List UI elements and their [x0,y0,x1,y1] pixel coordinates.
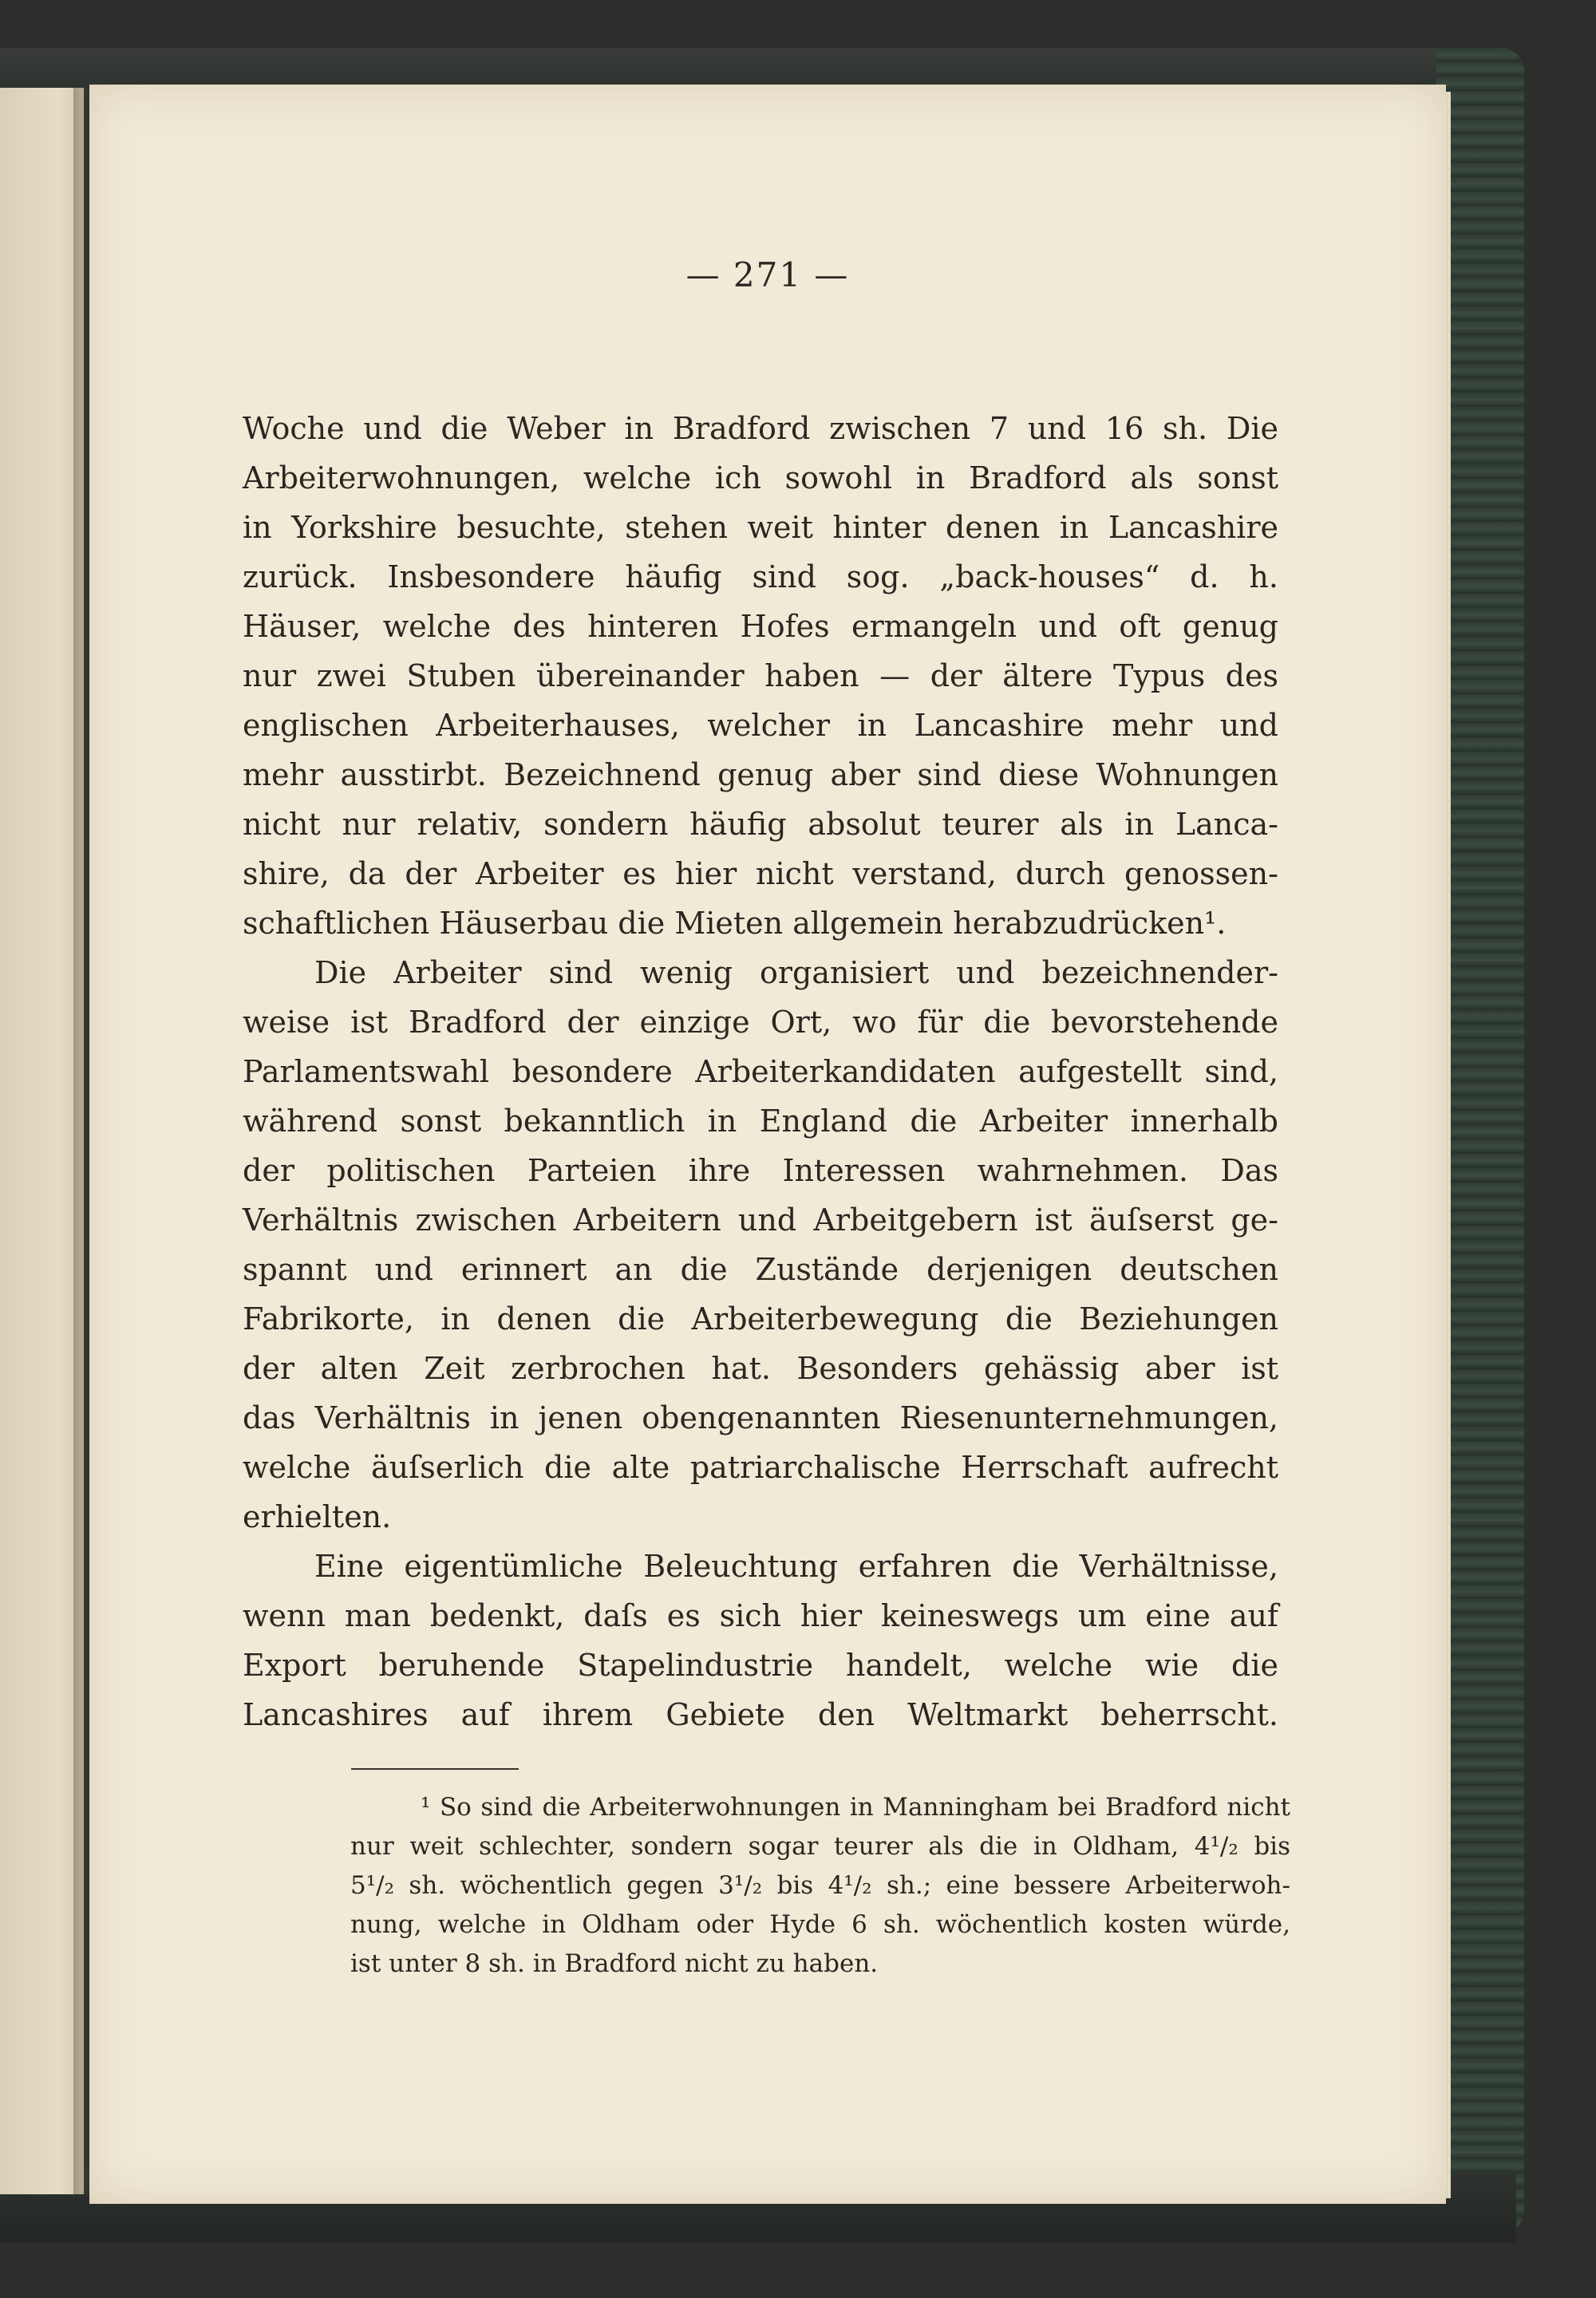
text-line: schaftlichen Häuserbau die Mieten allgemein herabzudrücken¹. [243,906,1227,941]
text-line: welche äuſserlich die alte patriarchalische Herrschaft aufrecht [243,1450,1278,1485]
text-line: mehr ausstirbt. Bezeichnend genug aber sind diese Wohnungen [243,757,1278,792]
text-line: das Verhältnis in jenen obengenannten Riesenunternehmungen, [243,1400,1278,1435]
text-line: englischen Arbeiterhauses, welcher in Lancashire mehr und [243,708,1278,743]
text-line: in Yorkshire besuchte, stehen weit hinter denen in Lancashire [243,510,1278,545]
text-line: wenn man bedenkt, daſs es sich hier keineswegs um eine auf [243,1598,1278,1633]
footnote-line: nur weit schlechter, sondern sogar teurer als die in Oldham, 4¹/₂ bis [350,1832,1290,1861]
text-line: Fabrikorte, in denen die Arbeiterbewegung die Beziehungen [243,1301,1278,1337]
text-line: Die Arbeiter sind wenig organisiert und bezeichnender- [314,955,1278,990]
main-text [243,404,1278,1739]
book-page [89,85,1446,2204]
text-line: nicht nur relativ, sondern häufig absolut teurer als in Lanca- [243,807,1278,842]
text-line: während sonst bekanntlich in England die Arbeiter innerhalb [243,1104,1278,1139]
footnote-separator [351,1768,519,1770]
text-line: Export beruhende Stapelindustrie handelt, welche wie die [243,1648,1278,1683]
text-line: Eine eigentümliche Beleuchtung erfahren die Verhältnisse, [314,1549,1278,1584]
facing-page-edge [0,88,84,2194]
text-line: spannt und erinnert an die Zustände derjenigen deutschen [243,1252,1278,1287]
footnote-line: ¹ So sind die Arbeiterwohnungen in Manningham bei Bradford nicht [421,1793,1290,1822]
text-line: Lancashires auf ihrem Gebiete den Weltmarkt beherrscht. [243,1697,1278,1732]
page-number: — 271 — [685,255,850,294]
text-line: erhielten. [243,1499,392,1534]
text-line: zurück. Insbesondere häufig sind sog. „back-houses“ d. h. [243,559,1278,594]
text-line: Arbeiterwohnungen, welche ich sowohl in Bradford als sonst [243,460,1278,496]
text-line: der politischen Parteien ihre Interessen wahrnehmen. Das [243,1153,1278,1188]
footnotes [350,1788,1290,1984]
footnote-line: nung, welche in Oldham oder Hyde 6 sh. wöchentlich kosten würde, [350,1910,1290,1939]
text-line: der alten Zeit zerbrochen hat. Besonders gehässig aber ist [243,1351,1278,1386]
text-line: Häuser, welche des hinteren Hofes ermangeln und oft genug [243,609,1278,644]
text-line: Verhältnis zwischen Arbeitern und Arbeitgebern ist äuſserst ge- [243,1202,1278,1238]
text-line: Parlamentswahl besondere Arbeiterkandidaten aufgestellt sind, [243,1054,1278,1089]
text-line: shire, da der Arbeiter es hier nicht verstand, durch genossen- [243,856,1278,891]
text-line: nur zwei Stuben übereinander haben — der ältere Typus des [243,658,1278,693]
footnote-line: 5¹/₂ sh. wöchentlich gegen 3¹/₂ bis 4¹/₂ sh.; eine bessere Arbeiterwoh- [350,1871,1290,1900]
text-line: Woche und die Weber in Bradford zwischen 7 und 16 sh. Die [243,411,1278,446]
footnote-line: ist unter 8 sh. in Bradford nicht zu haben. [350,1949,879,1978]
text-line: weise ist Bradford der einzige Ort, wo für die bevorstehende [243,1005,1278,1040]
